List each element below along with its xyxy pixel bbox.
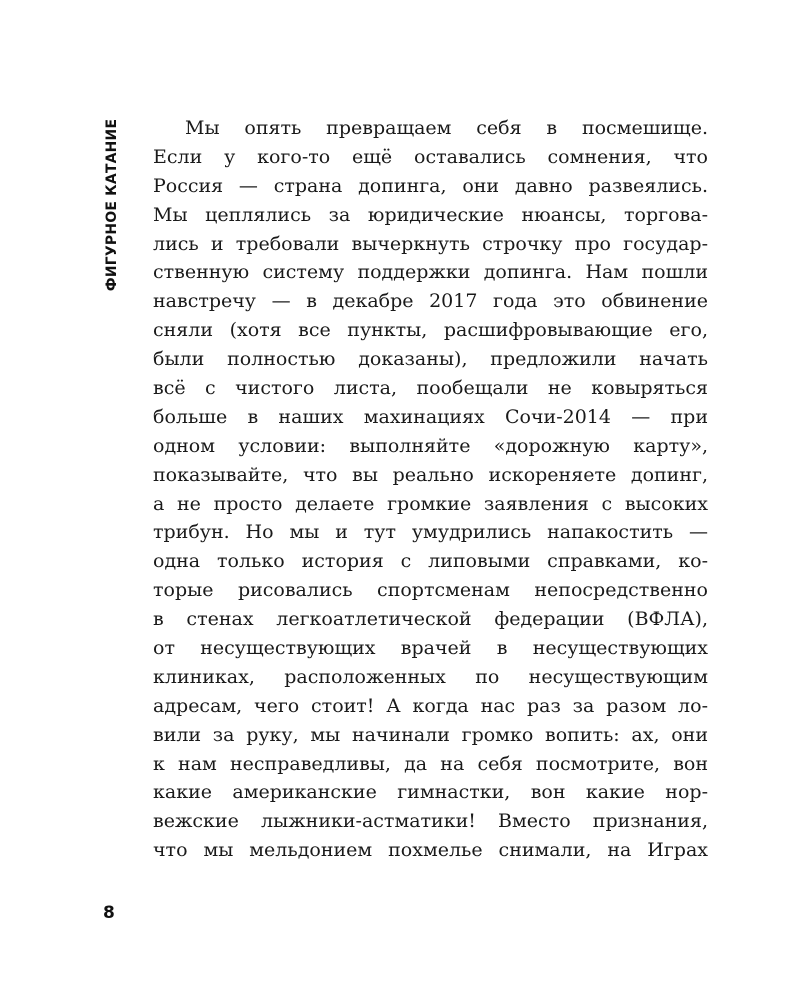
body-paragraph: [153, 114, 708, 865]
text-line: сняли (хотя все пункты, расшифровывающие его,: [153, 319, 708, 342]
text-line: вежские лыжники-астматики! Вместо признания,: [153, 810, 708, 833]
text-line: вили за руку, мы начинали громко вопить: ах, они: [153, 723, 708, 746]
text-line: больше в наших махинациях Сочи-2014 — при: [153, 405, 708, 428]
text-line: одна только история с липовыми справками, ко-: [153, 550, 708, 573]
text-line: показывайте, что вы реально искореняете допинг,: [153, 463, 708, 486]
running-head-text: ФИГУРНОЕ КАТАНИЕ: [104, 118, 120, 292]
text-line: Мы опять превращаем себя в посмешище.: [185, 117, 708, 139]
text-line: в стенах легкоатлетической федерации (ВФЛА),: [153, 608, 708, 631]
text-line: Если у кого-то ещё оставались сомнения, что: [153, 145, 708, 168]
text-line: трибун. Но мы и тут умудрились напакостить —: [153, 521, 708, 544]
text-line: навстречу — в декабре 2017 года это обвинение: [153, 290, 708, 313]
page-number: 8: [103, 903, 115, 923]
text-line: от несуществующих врачей в несуществующих: [153, 637, 708, 660]
text-line: лись и требовали вычеркнуть строчку про государ-: [153, 232, 708, 255]
running-head: [92, 120, 132, 290]
text-line: клиниках, расположенных по несуществующим: [153, 665, 708, 688]
text-line: были полностью доказаны), предложили начать: [153, 348, 708, 371]
text-line: к нам несправедливы, да на себя посмотрите, вон: [153, 752, 708, 775]
text-line: ственную систему поддержки допинга. Нам пошли: [153, 261, 708, 284]
text-line: а не просто делаете громкие заявления с высоких: [153, 492, 708, 515]
text-line: всё с чистого листа, пообещали не ковыряться: [153, 377, 708, 400]
text-line: какие американские гимнастки, вон какие нор-: [153, 781, 708, 804]
text-line: Россия — страна допинга, они давно развеялись.: [153, 174, 708, 197]
text-line: адресам, чего стоит! А когда нас раз за разом ло-: [153, 694, 708, 717]
text-line: что мы мельдонием похмелье снимали, на Играх: [153, 839, 708, 862]
text-line: Мы цеплялись за юридические нюансы, торгова-: [153, 203, 708, 226]
text-line: торые рисовались спортсменам непосредственно: [153, 579, 708, 602]
text-line: одном условии: выполняйте «дорожную карту»,: [153, 434, 708, 457]
